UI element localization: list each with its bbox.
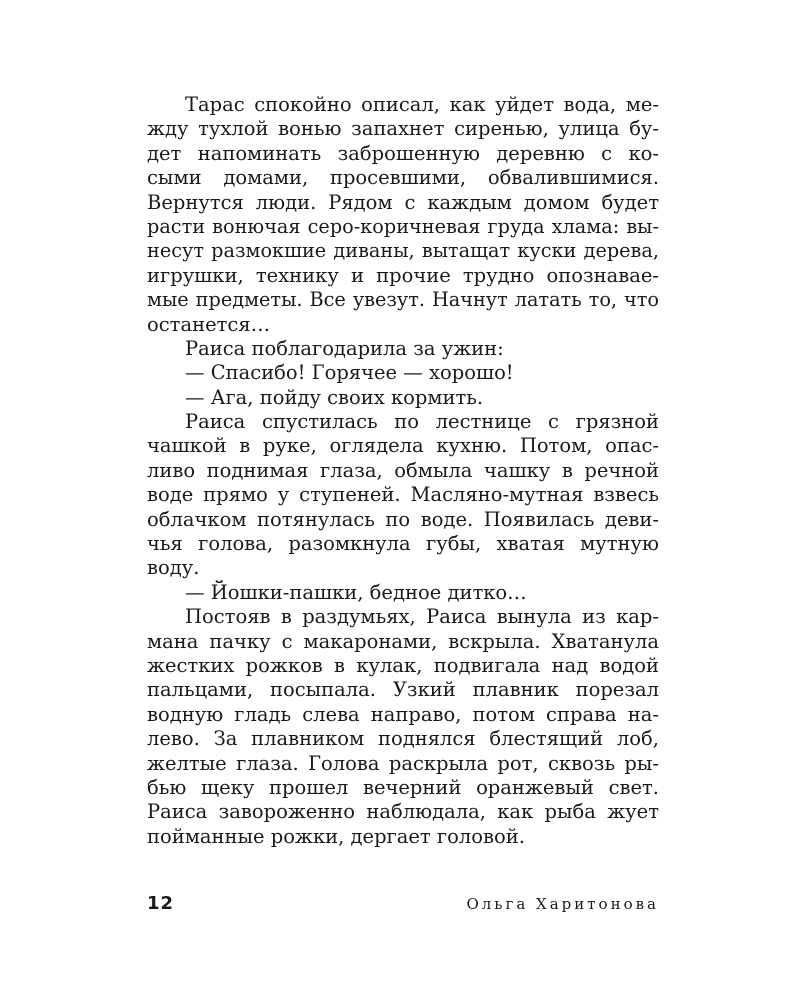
- text-line: чашкой в руке, оглядела кухню. Потом, опас-: [147, 434, 659, 458]
- text-line: Тарас спокойно описал, как уйдет вода, ме-: [185, 93, 659, 116]
- text-line: пойманные рожки, дергает головой.: [147, 824, 525, 848]
- page-number: 12: [147, 893, 175, 914]
- text-line: пальцами, посыпала. Узкий плавник порезал: [147, 678, 659, 702]
- text-line: мые предметы. Все увезут. Начнут латать то, что: [147, 288, 659, 312]
- text-line: чья голова, разомкнула губы, хватая мутную: [147, 532, 659, 556]
- text-line: расти вонючая серо-коричневая груда хлама: вы-: [147, 214, 659, 238]
- text-line: — Ага, пойду своих кормить.: [185, 385, 484, 409]
- text-line: Раиса поблагодарила за ужин:: [185, 336, 504, 360]
- text-line: воду.: [147, 556, 200, 580]
- text-line: Раиса завороженно наблюдала, как рыба жует: [147, 800, 659, 824]
- text-line: — Йошки-пашки, бедное дитко…: [185, 580, 527, 604]
- text-line: Вернутся люди. Рядом с каждым домом будет: [147, 190, 659, 214]
- running-author: Ольга Харитонова: [466, 895, 659, 913]
- text-line: жду тухлой вонью запахнет сиренью, улица бу-: [147, 117, 659, 141]
- text-line: несут размокшие диваны, вытащат куски дерева,: [147, 239, 659, 263]
- text-line: сыми домами, просевшими, обвалившимися.: [147, 166, 659, 190]
- text-line: — Спасибо! Горячее — хорошо!: [185, 361, 514, 385]
- text-line: облачком потянулась по воде. Появилась деви-: [147, 507, 659, 531]
- text-line: водную гладь слева направо, потом справа на-: [147, 702, 659, 726]
- text-line: Раиса спустилась по лестнице с грязной: [185, 410, 659, 434]
- body-text: [147, 93, 659, 849]
- text-line: жестких рожков в кулак, подвигала над водой: [147, 653, 659, 677]
- text-line: игрушки, технику и прочие трудно опознавае-: [147, 263, 659, 287]
- text-line: воде прямо у ступеней. Масляно-мутная взвесь: [147, 483, 659, 507]
- text-line: дет напоминать заброшенную деревню с ко-: [147, 141, 659, 165]
- text-line: ливо поднимая глаза, обмыла чашку в речной: [147, 458, 659, 482]
- text-line: лево. За плавником поднялся блестящий лоб,: [147, 727, 659, 751]
- text-line: Постояв в раздумьях, Раиса вынула из кар-: [185, 605, 659, 629]
- text-line: желтые глаза. Голова раскрыла рот, сквозь ры-: [147, 751, 659, 775]
- text-line: останется…: [147, 312, 271, 336]
- page-footer: [147, 891, 659, 917]
- text-line: бью щеку прошел вечерний оранжевый свет.: [147, 775, 659, 799]
- text-line: мана пачку с макаронами, вскрыла. Хватанула: [147, 629, 659, 653]
